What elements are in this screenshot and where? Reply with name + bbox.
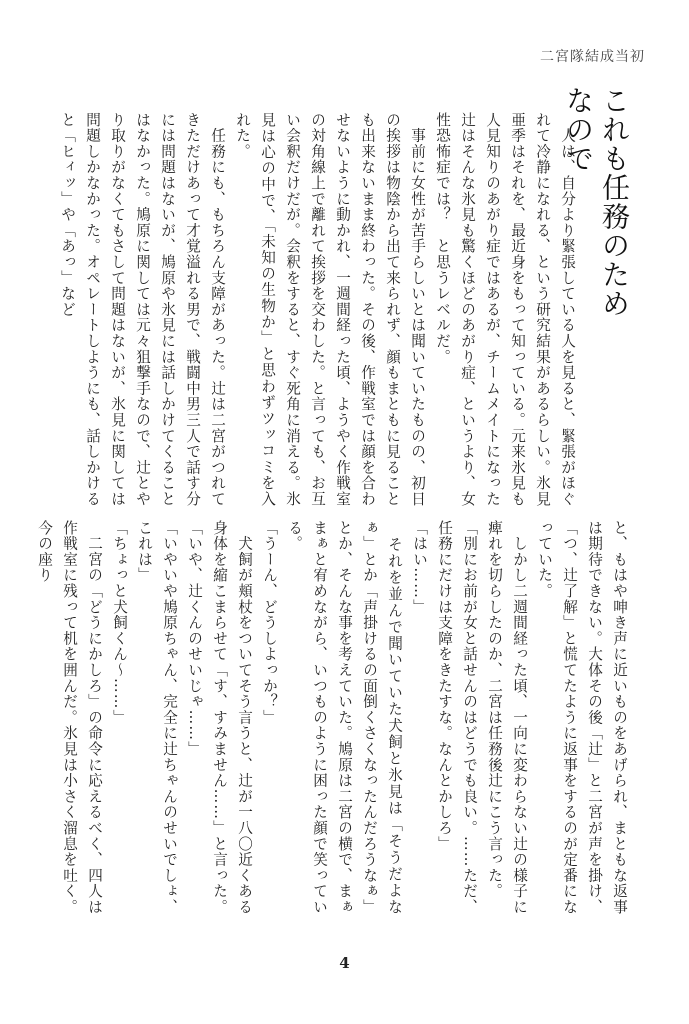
lower-text-column <box>36 520 632 915</box>
paragraph: しかし二週間経った頃、一向に変わらない辻の様子に痺れを切らしたのか、二宮は任務後辻にこう言った。 <box>486 520 528 915</box>
dialogue-line: 「うーん、どうしよっか？」 <box>261 520 278 726</box>
dialogue-line: 「ちょっと犬飼くん〜……」 <box>111 520 128 726</box>
page-number: 4 <box>339 954 350 972</box>
paragraph: 人は、自分より緊張している人を見ると、緊張がほぐれて冷静になれる、という研究結果があるらしい。氷見亜季はそれを、最近身をもって知っている。元来氷見も人見知りのあがり症ではあるが、チームメイトになった辻はそんな氷見も驚くほどのあがり症、というより、女性恐怖症では？ と思うレベルだ。 <box>434 112 576 507</box>
dialogue-line: 「いやいや鳩原ちゃん、完全に辻ちゃんのせいでしょ、これは」 <box>136 520 178 915</box>
dialogue-line: 「はい……」 <box>411 520 428 615</box>
paragraph: 犬飼が頬杖をついてそう言うと、辻が一八〇近くある身体を縮こまらせて「す、すみません……」と言った。 <box>211 520 253 915</box>
upper-text-column <box>59 112 580 507</box>
paragraph: と、もはや呻き声に近いものをあげられ、まともな返事は期待できない。大体その後「辻」と二宮が声を掛け、「つ、辻了解」と慌てたように返事をするのが定番になっていた。 <box>536 520 628 915</box>
paragraph: それを並んで聞いていた犬飼と氷見は「そうだよなぁ」とか「声掛けるの面倒くさくなったんだろうなぁ」とか、そんな事を考えていた。鳩原は二宮の横で、まぁまぁと宥めながら、いつものように困った顔で笑っている。 <box>286 520 403 915</box>
paragraph: 事前に女性が苦手らしいとは聞いていたものの、初日の挨拶は物陰から出て来られず、顔もまともに見ることも出来ないまま終わった。その後、作戦室では顔を合わせないように動かれ、一週間経った頃、ようやく作戦室の対角線上で離れて挨拶を交わした。と言っても、お互い会釈だけだが。会釈をすると、すぐ死角に消える。氷見は心の中で、「未知の生物か」と思わずツッコミを入れた。 <box>234 112 426 507</box>
dialogue-line: 「別にお前が女と話せんのはどうでも良い。……ただ、任務にだけは支障をきたすな。なんとかしろ」 <box>436 520 478 915</box>
paragraph: 二宮の「どうにかしろ」の命令に応えるべく、四人は作戦室に残って机を囲んだ。氷見は小さく溜息を吐く。今の座り <box>36 520 103 915</box>
dialogue-line: 「いや、辻くんのせいじゃ……」 <box>186 520 203 757</box>
running-head: 二宮隊結成当初 <box>540 49 645 65</box>
paragraph: 任務にも、もちろん支障があった。辻は二宮がつれてきただけあって才覚溢れる男で、戦闘中男三人で話す分には問題はないが、鳩原や氷見には話しかけてくることはなかった。鳩原に関しては元々狙撃手なので、辻とやり取りがなくてもさして問題はないが、氷見に関しては問題しかなかった。オペレートしようにも、話しかけると「ヒィッ」や「あっ」など <box>59 112 226 507</box>
chapter-title: これも任務のためなので <box>562 86 631 318</box>
